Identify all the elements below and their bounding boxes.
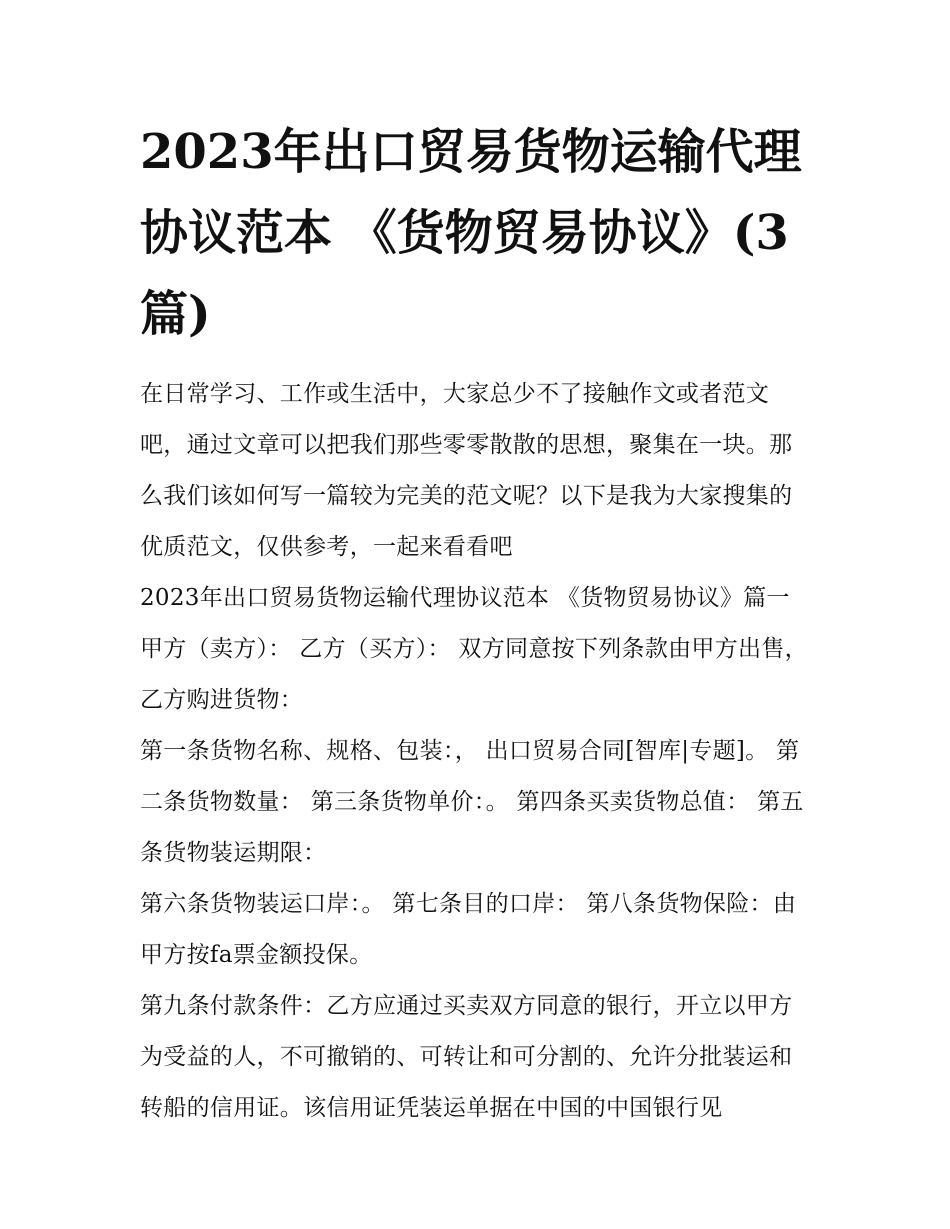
paragraph-intro: 在日常学习、工作或生活中，大家总少不了接触作文或者范文吧，通过文章可以把我们那些零零散散的思想，聚集在一块。那么我们该如何写一篇较为完美的范文呢？以下是我为大家搜集的优质范文，仅供参考，一起来看看吧: [140, 381, 793, 560]
paragraph-clauses-1-5: 第一条货物名称、规格、包装：， 出口贸易合同[智库|专题]。 第二条货物数量： 第三条货物单价：。 第四条买卖货物总值： 第五条货物装运期限：: [140, 738, 804, 866]
document-title: 2023年出口贸易货物运输代理协议范本 《货物贸易协议》(3篇): [140, 124, 802, 342]
document-page: [140, 112, 815, 1134]
paragraph-clause-9: 第九条付款条件：乙方应通过买卖双方同意的银行，开立以甲方为受益的人，不可撤销的、可转让和可分割的、允许分批装运和转船的信用证。该信用证凭装运单据在中国的中国银行见: [140, 993, 793, 1121]
paragraph-article-one: 2023年出口贸易货物运输代理协议范本 《货物贸易协议》篇一 甲方（卖方）： 乙方（买方）： 双方同意按下列条款由甲方出售，乙方购进货物：: [140, 585, 808, 713]
paragraph-clauses-6-8: 第六条货物装运口岸：。 第七条目的口岸： 第八条货物保险：由甲方按fa票金额投保。: [140, 891, 797, 968]
